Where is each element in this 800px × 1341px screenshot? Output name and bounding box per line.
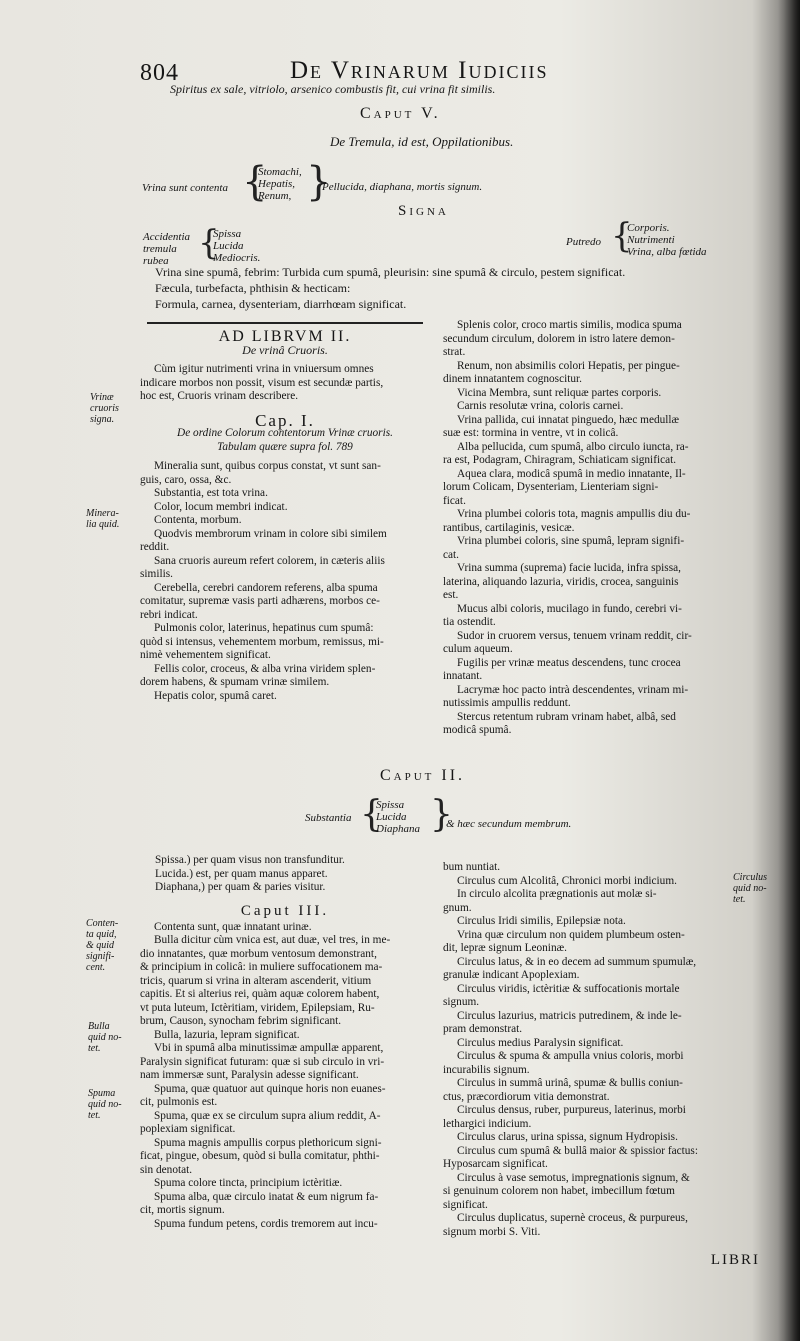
text-line: lethargici indicium. — [443, 1117, 532, 1130]
text-line: Lacrymæ hoc pacto intrà descendentes, vrinam mi- — [457, 683, 689, 696]
text-line: Circulus latus, & in eo decem ad summum spumulæ, — [457, 955, 697, 968]
text-line: innatant. — [443, 670, 483, 682]
text-line: granulæ indicant Apoplexiam. — [443, 969, 580, 981]
margin-note-line: tet. — [88, 1110, 101, 1121]
text-line: Contenta sunt, quæ innatant urinæ. — [154, 920, 312, 933]
caput-ii-heading: Caput II. — [380, 767, 466, 784]
margin-note-contenta — [86, 918, 118, 973]
text-line: Spuma, quæ ex se circulum supra alium reddit, A- — [154, 1109, 381, 1122]
text-line: rebri indicat. — [140, 608, 198, 621]
organs-list — [258, 166, 302, 202]
brace-organs: { — [242, 159, 268, 205]
text-line: lorum Colicam, Dysenteriam, Lienteriam signi- — [443, 481, 659, 493]
text-line: secundum circulum, dolorem in istro latere demon- — [443, 332, 675, 345]
acc-label-line: rubea — [143, 255, 169, 267]
text-line: Bulla, lazuria, lepram significat. — [154, 1028, 300, 1041]
text-line: Hepatis color, spumâ caret. — [154, 689, 277, 702]
accidentia-label — [143, 231, 190, 267]
caput-v-line: Vrina sine spumâ, febrim: Turbida cum spumâ, pleurisin: sine spumâ & circulo, pestem significat. — [155, 265, 626, 279]
substantia-item: Spissa — [376, 799, 405, 811]
margin-note-bulla — [88, 1021, 122, 1054]
text-line: In circulo alcolita prægnationis aut molæ si- — [457, 888, 657, 900]
text-line: brum, Causon, synocham febrim significant. — [140, 1015, 342, 1027]
text-line: cit, mortis signum. — [140, 1204, 225, 1216]
putredo-label: Putredo — [566, 236, 602, 248]
text-line: Vrina plumbei coloris, sine spumâ, lepram signifi- — [457, 535, 685, 547]
text-line: guis, caro, ossa, &c. — [140, 473, 232, 486]
caput-v-line: Formula, carnea, dysenteriam, diarrhœam significat. — [155, 297, 407, 311]
text-line: Spuma magnis ampullis corpus plethoricum signi- — [154, 1136, 382, 1149]
caput-iii-heading: Caput III. — [240, 903, 330, 919]
margin-note-line: quid no- — [733, 883, 767, 894]
text-line: Sana cruoris aureum refert colorem, in cæteris aliis — [154, 554, 385, 567]
organ-item: Renum, — [258, 190, 292, 202]
text-line: Splenis color, croco martis similis, modica spuma — [457, 319, 682, 331]
text-line: signum morbi S. Viti. — [443, 1225, 541, 1238]
organ-item: Stomachi, — [258, 166, 302, 178]
putredo-item: Vrina, alba fœtida — [627, 246, 707, 258]
brace-substantia: { — [360, 794, 383, 835]
text-line: nam immersæ sunt, Paralysin adesse significant. — [140, 1069, 359, 1081]
acc-label-line: Accidentia — [143, 231, 191, 243]
organ-item: Hepatis, — [258, 178, 295, 190]
text-line: Circulus viridis, ictèritiæ & suffocationis mortale — [457, 982, 680, 995]
text-line: reddit. — [140, 541, 170, 553]
margin-note-line: quid no- — [88, 1099, 122, 1110]
page-number: 804 — [140, 60, 179, 86]
text-line: Hyposarcam significat. — [443, 1158, 548, 1170]
text-line: Spissa.) per quam visus non transfunditur. — [155, 854, 345, 866]
margin-note-line: cruoris — [90, 403, 119, 414]
intro-line: Cùm igitur nutrimenti vrina in vniuersum omnes — [154, 363, 374, 375]
text-line: comitatur, supremæ vasis parti adhærens, morbos ce- — [140, 595, 380, 607]
text-line: capitis. Et si alterius rei, quàm aquæ colorem habent, — [140, 988, 380, 1000]
text-line: Circulus duplicatus, supernè croceus, & purpureus, — [457, 1212, 688, 1224]
text-line: & principium in colicâ: in muliere suffocationem ma- — [140, 961, 383, 973]
text-line: Vrina summa (suprema) facie lucida, infra spissa, — [457, 562, 681, 574]
text-line: Spuma fundum petens, cordis tremorem aut incu- — [154, 1217, 378, 1230]
accidentia-items — [213, 228, 260, 264]
text-line: Vrina plumbei coloris tota, magnis ampullis diu du- — [457, 508, 691, 520]
text-line: pram demonstrat. — [443, 1023, 523, 1035]
right-column-1 — [443, 319, 743, 738]
text-line: Alba pellucida, cum spumâ, albo circulo iuncta, ra- — [457, 440, 689, 453]
page-gutter-shadow — [778, 0, 800, 1341]
text-line: dinem innatantem cognoscitur. — [443, 373, 582, 385]
text-line: Fellis color, croceus, & alba vrina viridem splen- — [154, 662, 376, 675]
text-line: significat. — [443, 1198, 488, 1211]
text-line: strat. — [443, 346, 466, 358]
text-line: ficat, pingue, obesum, quòd si bulla comitatur, phthi- — [140, 1150, 380, 1162]
text-line: culum aqueum. — [443, 643, 513, 655]
margin-note-spuma — [88, 1088, 122, 1121]
text-line: tricis, quarum si vrina in alteram ascenderit, vitium — [140, 974, 372, 987]
organs-result: Pellucida, diaphana, mortis signum. — [322, 181, 483, 193]
text-line: cit, pulmonis est. — [140, 1096, 218, 1108]
top-line: Spiritus ex sale, vitriolo, arsenico combustis fit, cui vrina fit similis. — [170, 82, 496, 96]
text-line: Quodvis membrorum vrinam in colore sibi similem — [154, 527, 387, 540]
text-line: ctus, præcordiorum vitia demonstrat. — [443, 1090, 610, 1103]
intro-line: indicare morbos non possit, visum est secundæ partis, — [140, 376, 384, 389]
caput-v-line: Fæcula, turbefacta, phthisin & hecticam: — [155, 281, 351, 295]
text-line: Carnis resolutæ vrina, coloris carnei. — [457, 400, 624, 412]
ad-librum-heading: AD LIBRVM II. — [218, 328, 352, 345]
intro-line: hoc est, Cruoris vrinam describere. — [140, 390, 299, 402]
margin-note-line: Bulla — [88, 1021, 110, 1032]
caput-v-heading: Caput V. — [360, 105, 441, 122]
vrina-contenta-label: Vrina sunt contenta — [142, 182, 228, 194]
left-column-1 — [140, 330, 430, 703]
brace-accidentia: { — [198, 223, 220, 263]
text-line: Mineralia sunt, quibus corpus constat, vt sunt san- — [154, 460, 381, 472]
text-line: Circulus medius Paralysin significat. — [457, 1036, 624, 1049]
substantia-items — [376, 799, 420, 835]
substantia-item: Lucida — [376, 811, 407, 823]
text-line: Diaphana,) per quam & paries visitur. — [155, 881, 326, 893]
margin-note-line: & quid — [86, 940, 115, 951]
cap-i-heading: Cap. I. — [255, 410, 315, 430]
text-line: Color, locum membri indicat. — [154, 500, 288, 513]
margin-note-line: signa. — [90, 414, 115, 425]
brace-substantia-right: } — [430, 794, 453, 835]
text-line: Circulus densus, ruber, purpureus, laterinus, morbi — [457, 1104, 686, 1116]
signa-heading: Signa — [398, 203, 449, 219]
text-line: modicâ spumâ. — [443, 724, 512, 736]
acc-item: Mediocris. — [213, 252, 261, 264]
text-line: Vrina quæ circulum non quidem plumbeum osten- — [457, 928, 685, 941]
text-line: sin denotat. — [140, 1163, 193, 1176]
text-line: dit, lepræ signum Leoninæ. — [443, 942, 567, 954]
text-line: Sudor in cruorem versus, tenuem vrinam reddit, cir- — [457, 629, 692, 642]
text-line: signum. — [443, 996, 480, 1008]
text-line: Circulus & spuma & ampulla vnius coloris, morbi — [457, 1050, 684, 1062]
margin-note-line: ta quid, — [86, 929, 117, 940]
text-line: Spuma colore tincta, principium ictèritiæ. — [154, 1177, 343, 1189]
margin-note-line: quid no- — [88, 1032, 122, 1043]
brace-putredo: { — [611, 216, 633, 256]
putredo-items — [627, 222, 707, 258]
cap-i-sub: Tabulam quære supra fol. 789 — [217, 440, 353, 453]
text-line: Circulus clarus, urina spissa, signum Hydropisis. — [457, 1131, 678, 1143]
text-line: Aquea clara, modicâ spumâ in medio innatante, Il- — [457, 467, 686, 480]
text-line: dio innatantes, quæ morbum ventosum demonstrant, — [140, 947, 377, 960]
text-line: bum nuntiat. — [443, 861, 501, 873]
margin-note-vrinae — [90, 392, 119, 425]
text-line: incurabilis signum. — [443, 1063, 530, 1076]
text-line: Vbi in spumâ alba minutissimæ ampullæ apparent, — [154, 1042, 384, 1054]
margin-note-line: Conten- — [86, 918, 119, 929]
text-line: Spuma, quæ quatuor aut quinque horis non euanes- — [154, 1082, 386, 1095]
text-line: Paralysin significat futuram: quæ si sub circulo in vri- — [140, 1055, 385, 1068]
text-line: Circulus lazurius, matricis putredinem, & inde le- — [457, 1009, 682, 1022]
brace-organs-right: } — [306, 159, 332, 205]
substantia-result: & hæc secundum membrum. — [446, 818, 572, 830]
text-line: ficat. — [443, 494, 466, 507]
text-line: Pulmonis color, laterinus, hepatinus cum spumâ: — [154, 622, 374, 634]
text-line: Renum, non absimilis colori Hepatis, per pingue- — [457, 359, 680, 372]
text-line: rantibus, cartilaginis, vesicæ. — [443, 521, 575, 534]
caput-v-subtitle: De Tremula, id est, Oppilationibus. — [330, 134, 514, 149]
text-line: Circulus in summâ urinâ, spumæ & bullis coniun- — [457, 1077, 683, 1089]
putredo-item: Nutrimenti — [627, 234, 675, 246]
text-line: Vicina Membra, sunt reliquæ partes corporis. — [457, 386, 662, 399]
text-line: est. — [443, 589, 459, 601]
substantia-label: Substantia — [305, 812, 352, 824]
margin-note-line: Vrinæ — [90, 392, 114, 403]
right-column-2 — [443, 861, 743, 1239]
text-line: Circulus cum spumâ & bullâ maior & spissior factus: — [457, 1144, 698, 1157]
cap-i-sub: De ordine Colorum contentorum Vrinæ cruoris. — [177, 427, 393, 439]
text-line: Contenta, morbum. — [154, 514, 242, 526]
text-line: gnum. — [443, 901, 472, 914]
text-line: Cerebella, cerebri candorem referens, alba spuma — [154, 581, 378, 594]
text-line: laterina, aliquando lazuria, viridis, crocea, sanguinis — [443, 575, 679, 588]
text-line: nutissimis ampullis reddunt. — [443, 697, 571, 709]
text-line: Lucida.) est, per quam manus apparet. — [155, 867, 328, 880]
text-line: Circulus Iridi similis, Epilepsiæ nota. — [457, 915, 626, 927]
margin-note-line: Minera- — [86, 508, 119, 519]
text-line: nimè vehementem significat. — [140, 649, 271, 661]
acc-item: Lucida — [213, 240, 244, 252]
acc-item: Spissa — [213, 228, 242, 240]
text-line: vt puta luteum, Ictèritiam, viridem, Epilepsiam, Ru- — [140, 1001, 375, 1014]
ad-librum-subheading: De vrinâ Cruoris. — [242, 342, 328, 357]
text-line: Stercus retentum rubram vrinam habet, albâ, sed — [457, 710, 676, 723]
margin-note-line: Spuma — [88, 1088, 116, 1099]
acc-label-line: tremula — [143, 243, 177, 255]
text-line: ra est, Podagram, Chiragram, Schiaticam significat. — [443, 454, 677, 466]
margin-note-line: Circulus — [733, 872, 768, 883]
margin-note-line: tet. — [733, 894, 746, 905]
text-line: tia ostendit. — [443, 616, 496, 628]
substantia-item: Diaphana — [376, 823, 420, 835]
text-line: poplexiam significat. — [140, 1123, 236, 1135]
margin-note-line: tet. — [88, 1043, 101, 1054]
left-column-2 — [140, 905, 430, 1231]
margin-note-circulus — [733, 872, 767, 905]
text-line: Fugilis per vrinæ meatus descendens, tunc crocea — [457, 656, 681, 669]
text-line: suæ est: tormina in ventre, vt in colicâ. — [443, 427, 619, 439]
catchword: LIBRI — [710, 1252, 760, 1268]
text-line: dorem habens, & spumam vrinæ similem. — [140, 676, 330, 688]
caput-ii-lines — [155, 854, 435, 895]
margin-note-line: signifi- — [86, 951, 115, 962]
margin-note-line: cent. — [86, 962, 106, 973]
text-line: cat. — [443, 548, 459, 561]
text-line: Circulus cum Alcolitâ, Chronici morbi indicium. — [457, 874, 677, 887]
margin-note-line: lia quid. — [86, 519, 120, 530]
text-line: Bulla dicitur cùm vnica est, aut duæ, vel tres, in me- — [154, 934, 391, 946]
text-line: si genuinum colorem non habet, imbecillum fœtum — [443, 1185, 675, 1197]
text-line: Mucus albi coloris, mucilago in fundo, cerebri vi- — [457, 602, 682, 615]
text-line: quòd si intensus, vehementem morbum, remissus, mi- — [140, 635, 384, 648]
text-line: Substantia, est tota vrina. — [154, 487, 268, 499]
margin-note-mineralia — [86, 508, 119, 530]
putredo-item: Corporis. — [627, 222, 670, 234]
text-line: Circulus à vase semotus, impregnationis signum, & — [457, 1171, 690, 1184]
running-title: De Vrinarum Iudiciis — [290, 57, 549, 84]
text-line: similis. — [140, 568, 173, 580]
text-line: Spuma alba, quæ circulo inatat & eum nigrum fa- — [154, 1190, 379, 1203]
section-rule — [147, 322, 423, 324]
text-line: Vrina pallida, cui innatat pinguedo, hæc medullæ — [457, 413, 680, 426]
